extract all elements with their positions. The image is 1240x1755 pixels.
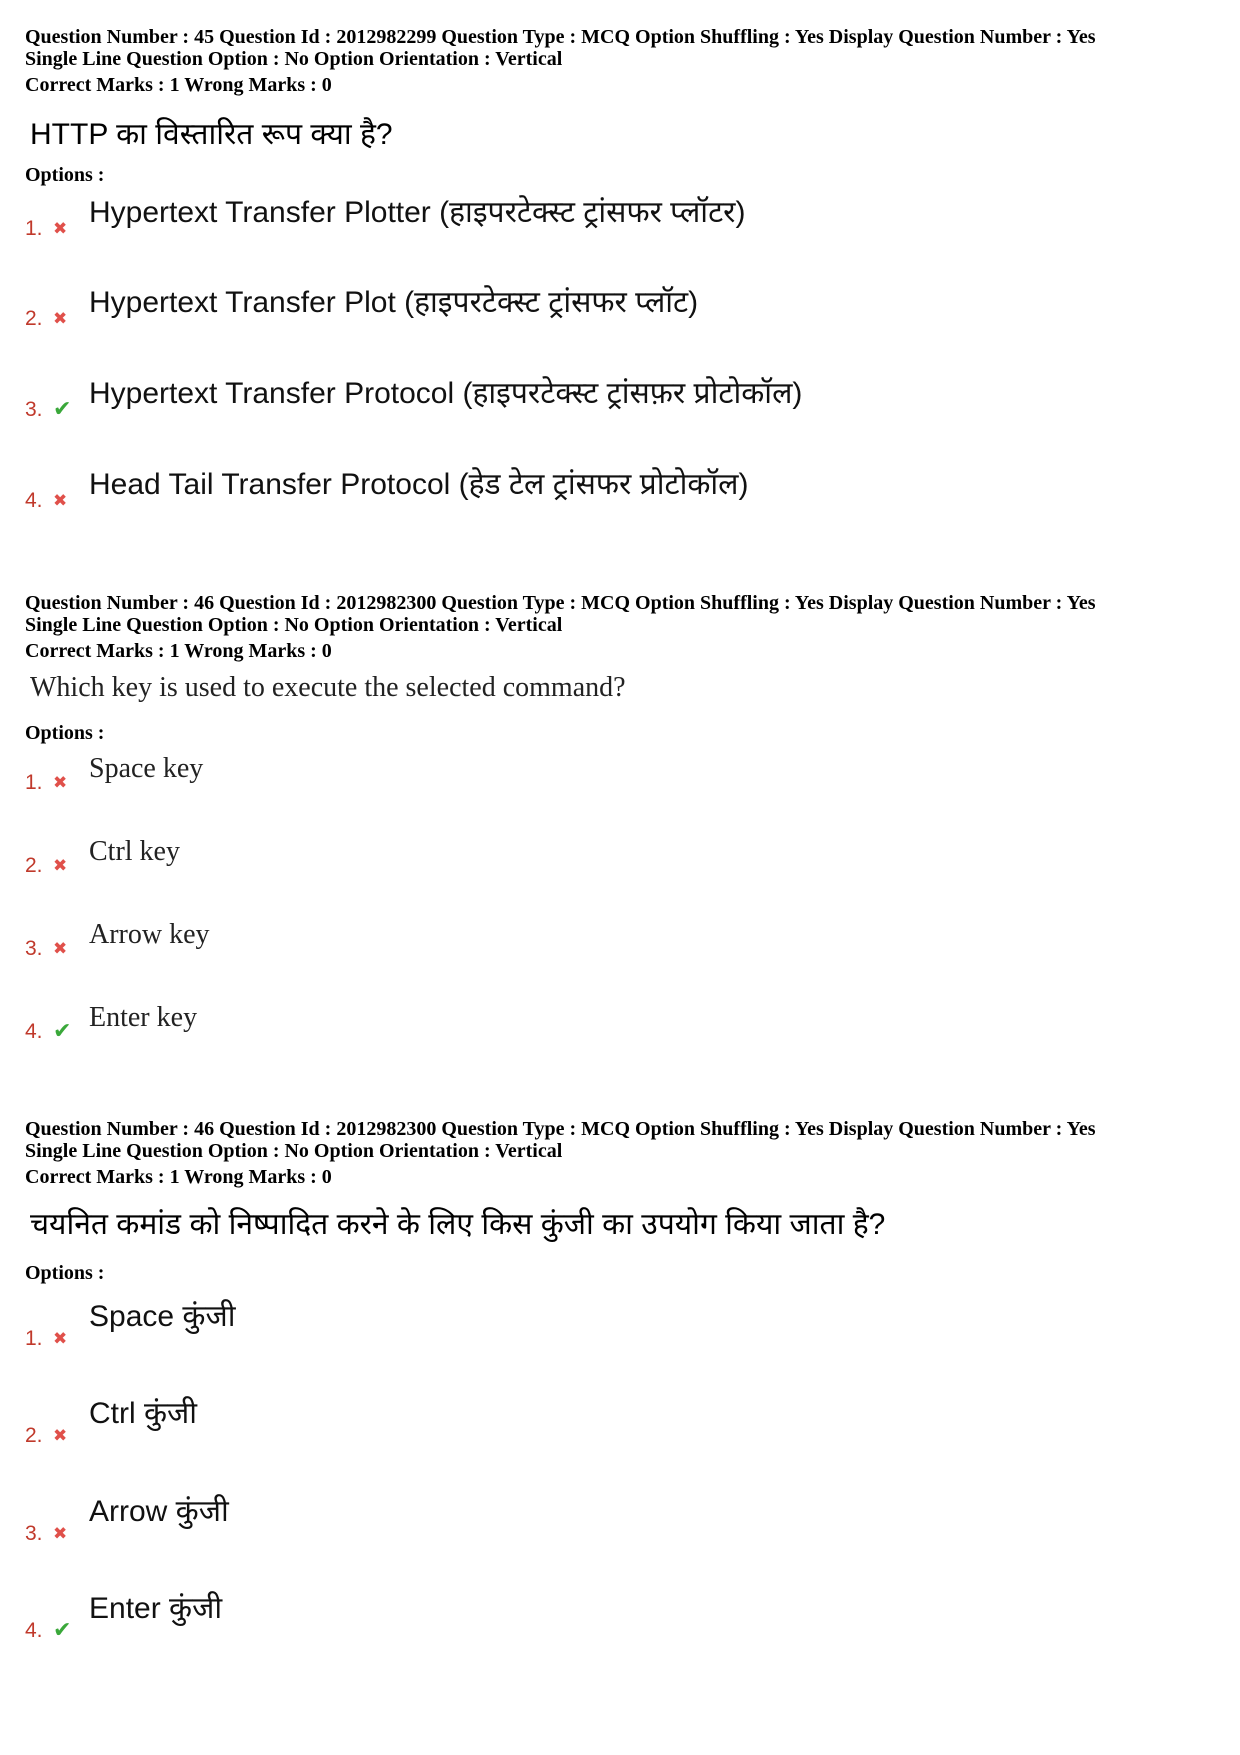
question-meta-line2: Single Line Question Option : No Option Orientation : Vertical: [25, 1140, 563, 1162]
option-text: Space कुंजी: [89, 1300, 236, 1333]
option-4: [25, 468, 1175, 513]
wrong-icon: ✖: [53, 773, 68, 793]
option-number: 2.: [25, 854, 43, 877]
option-text: Enter key: [89, 1002, 198, 1033]
wrong-icon: ✖: [53, 1426, 68, 1446]
wrong-icon: ✖: [53, 1329, 68, 1349]
option-3: [25, 921, 1175, 961]
option-1: [25, 1300, 1175, 1351]
option-number: 4.: [25, 1619, 43, 1642]
option-number: 4.: [25, 489, 43, 512]
option-number: 1.: [25, 1327, 43, 1350]
option-number: 3.: [25, 398, 43, 421]
option-number: 3.: [25, 1522, 43, 1545]
option-text: Hypertext Transfer Plot (हाइपरटेक्स्ट ट्रांसफर प्लॉट): [89, 286, 699, 319]
option-3: [25, 377, 1175, 422]
option-2: [25, 838, 1175, 878]
option-text: Ctrl key: [89, 836, 180, 867]
question-meta-line2: Single Line Question Option : No Option Orientation : Vertical: [25, 48, 563, 70]
wrong-icon: ✖: [53, 219, 68, 239]
option-3: [25, 1495, 1175, 1546]
check-icon: ✔: [53, 1618, 72, 1643]
question-marks: Correct Marks : 1 Wrong Marks : 0: [25, 74, 332, 96]
option-text: Ctrl कुंजी: [89, 1397, 198, 1430]
check-icon: ✔: [53, 397, 72, 422]
option-4: [25, 1592, 1175, 1643]
options-label: Options :: [25, 1262, 105, 1284]
option-text: Space key: [89, 753, 204, 784]
question-block-46-hi: [25, 1118, 1225, 1643]
wrong-icon: ✖: [53, 491, 68, 511]
option-text: Enter कुंजी: [89, 1592, 223, 1625]
option-text: Arrow कुंजी: [89, 1495, 229, 1528]
option-2: [25, 286, 1175, 331]
wrong-icon: ✖: [53, 856, 68, 876]
option-text: Head Tail Transfer Protocol (हेड टेल ट्रांसफर प्रोटोकॉल): [89, 468, 749, 501]
option-text: Hypertext Transfer Protocol (हाइपरटेक्स्ट ट्रांसफ़र प्रोटोकॉल): [89, 377, 803, 410]
question-marks: Correct Marks : 1 Wrong Marks : 0: [25, 1166, 332, 1188]
check-icon: ✔: [53, 1019, 72, 1044]
option-number: 1.: [25, 771, 43, 794]
question-marks: Correct Marks : 1 Wrong Marks : 0: [25, 640, 332, 662]
wrong-icon: ✖: [53, 939, 68, 959]
question-meta-line1: Question Number : 46 Question Id : 2012982300 Question Type : MCQ Option Shuffling : Yes Display Question Number : Yes: [25, 1118, 1096, 1140]
question-meta-line1: Question Number : 46 Question Id : 2012982300 Question Type : MCQ Option Shuffling : Yes Display Question Number : Yes: [25, 592, 1096, 614]
option-text: Hypertext Transfer Plotter (हाइपरटेक्स्ट ट्रांसफर प्लॉटर): [89, 196, 746, 229]
question-text: HTTP का विस्तारित रूप क्या है?: [30, 118, 393, 151]
wrong-icon: ✖: [53, 1524, 68, 1544]
option-number: 2.: [25, 1424, 43, 1447]
option-1: [25, 755, 1175, 795]
option-1: [25, 196, 1175, 241]
question-meta-line2: Single Line Question Option : No Option Orientation : Vertical: [25, 614, 563, 636]
question-block-45: [25, 26, 1225, 512]
option-number: 1.: [25, 217, 43, 240]
question-meta-line1: Question Number : 45 Question Id : 2012982299 Question Type : MCQ Option Shuffling : Yes Display Question Number : Yes: [25, 26, 1096, 48]
question-text: Which key is used to execute the selected command?: [30, 672, 626, 703]
option-number: 2.: [25, 307, 43, 330]
question-block-46-en: [25, 592, 1225, 1044]
question-text: चयनित कमांड को निष्पादित करने के लिए किस कुंजी का उपयोग किया जाता है?: [30, 1208, 886, 1241]
option-number: 4.: [25, 1020, 43, 1043]
option-text: Arrow key: [89, 919, 210, 950]
option-2: [25, 1397, 1175, 1448]
option-number: 3.: [25, 937, 43, 960]
option-4: [25, 1004, 1175, 1044]
options-label: Options :: [25, 722, 105, 744]
options-label: Options :: [25, 164, 105, 186]
wrong-icon: ✖: [53, 309, 68, 329]
